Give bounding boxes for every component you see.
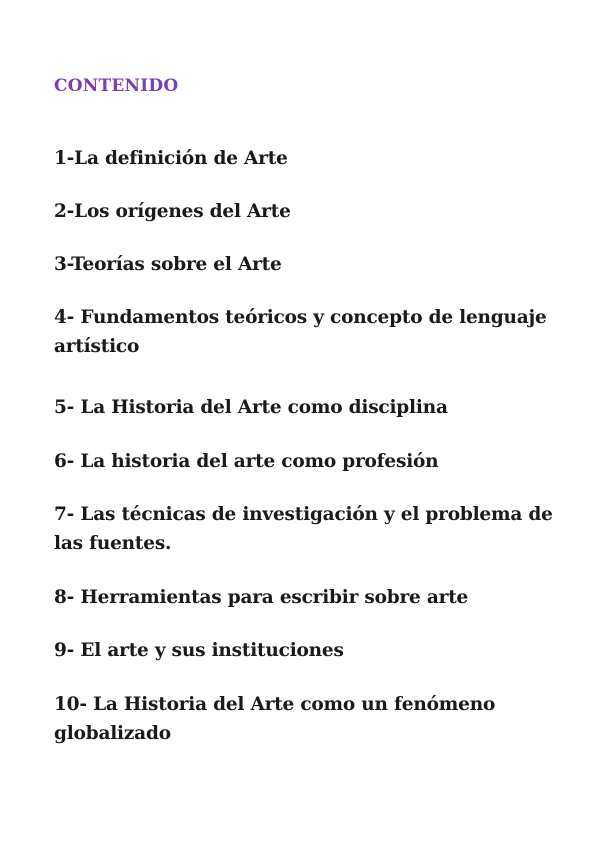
toc-item: 5- La Historia del Arte como disciplina xyxy=(54,397,448,418)
toc-item: 6- La historia del arte como profesión xyxy=(54,451,439,472)
toc-item: 10- La Historia del Arte como un fenómeno globalizado xyxy=(54,694,496,744)
contents-heading: CONTENIDO xyxy=(54,76,179,96)
toc-item: 2-Los orígenes del Arte xyxy=(54,201,291,222)
toc-item: 3-Teorías sobre el Arte xyxy=(54,254,282,275)
toc-item: 7- Las técnicas de investigación y el problema de las fuentes. xyxy=(54,504,553,554)
toc-item: 4- Fundamentos teóricos y concepto de lenguaje artístico xyxy=(54,307,547,357)
toc-item: 8- Herramientas para escribir sobre arte xyxy=(54,587,469,608)
toc-item: 9- El arte y sus instituciones xyxy=(54,640,344,661)
toc-item: 1-La definición de Arte xyxy=(54,148,288,169)
